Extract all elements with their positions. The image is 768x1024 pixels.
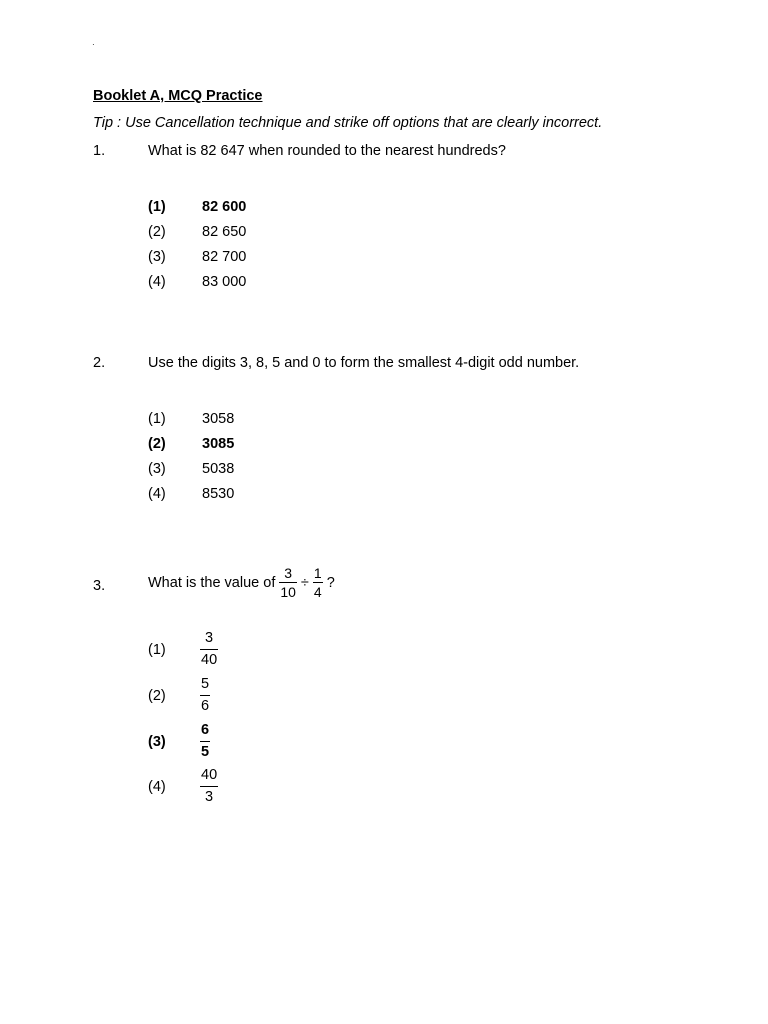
q3-option-2-label[interactable]: (2) (148, 688, 166, 704)
q2-option-4-label[interactable]: (4) (148, 486, 166, 502)
fraction-three-tenths (279, 566, 297, 599)
q1-option-3-value[interactable]: 82 700 (202, 249, 247, 265)
fraction-bar (200, 786, 218, 787)
fraction-denominator: 10 (280, 584, 296, 601)
question-3-text (148, 566, 335, 599)
q3-option-1-label[interactable]: (1) (148, 642, 166, 658)
q3-option-4-label[interactable]: (4) (148, 779, 166, 795)
fraction-numerator: 40 (201, 767, 218, 783)
q2-option-3-label[interactable]: (3) (148, 461, 166, 477)
q2-option-2-value[interactable]: 3085 (202, 436, 235, 452)
question-3-prefix: What is the value of (148, 574, 276, 591)
fraction-numerator: 1 (313, 565, 322, 581)
fraction-numerator: 6 (201, 722, 210, 738)
question-2-text: Use the digits 3, 8, 5 and 0 to form the smallest 4-digit odd number. (148, 355, 580, 371)
q3-option-3-value[interactable] (200, 723, 210, 759)
page-mark: · (92, 40, 95, 49)
fraction-one-quarter (313, 566, 323, 599)
q1-option-1-label[interactable]: (1) (148, 199, 166, 215)
fraction-numerator: 3 (284, 565, 293, 581)
fraction-bar (200, 695, 210, 696)
fraction-numerator: 5 (201, 676, 210, 692)
fraction-denominator: 40 (201, 651, 218, 668)
q2-option-1-label[interactable]: (1) (148, 411, 166, 427)
page-title: Booklet A, MCQ Practice (93, 88, 263, 104)
q1-option-4-label[interactable]: (4) (148, 274, 166, 290)
q3-option-2-value[interactable] (200, 677, 210, 713)
fraction-bar (200, 649, 218, 650)
question-1-number: 1. (93, 143, 106, 159)
fraction-denominator: 4 (313, 584, 322, 601)
question-2-number: 2. (93, 355, 106, 371)
fraction-denominator: 6 (201, 697, 210, 714)
q1-option-4-value[interactable]: 83 000 (202, 274, 247, 290)
fraction-denominator: 5 (201, 743, 210, 760)
q3-option-4-value[interactable] (200, 768, 218, 804)
q2-option-4-value[interactable]: 8530 (202, 486, 235, 502)
fraction-bar (313, 582, 323, 583)
question-3-number: 3. (93, 578, 106, 594)
q2-option-2-label[interactable]: (2) (148, 436, 166, 452)
q1-option-2-value[interactable]: 82 650 (202, 224, 247, 240)
q2-option-3-value[interactable]: 5038 (202, 461, 235, 477)
question-mark: ? (326, 574, 335, 591)
q1-option-3-label[interactable]: (3) (148, 249, 166, 265)
fraction-numerator: 3 (205, 630, 214, 646)
fraction-bar (279, 582, 297, 583)
question-1-text: What is 82 647 when rounded to the nearest hundreds? (148, 143, 506, 159)
fraction-bar (200, 741, 210, 742)
divide-operator: ÷ (300, 574, 309, 591)
fraction-denominator: 3 (205, 788, 214, 805)
q3-option-3-label[interactable]: (3) (148, 734, 166, 750)
q3-option-1-value[interactable] (200, 631, 218, 667)
q2-option-1-value[interactable]: 3058 (202, 411, 235, 427)
q1-option-1-value[interactable]: 82 600 (202, 199, 247, 215)
q1-option-2-label[interactable]: (2) (148, 224, 166, 240)
tip-text: Tip : Use Cancellation technique and strike off options that are clearly incorrect. (93, 115, 603, 131)
